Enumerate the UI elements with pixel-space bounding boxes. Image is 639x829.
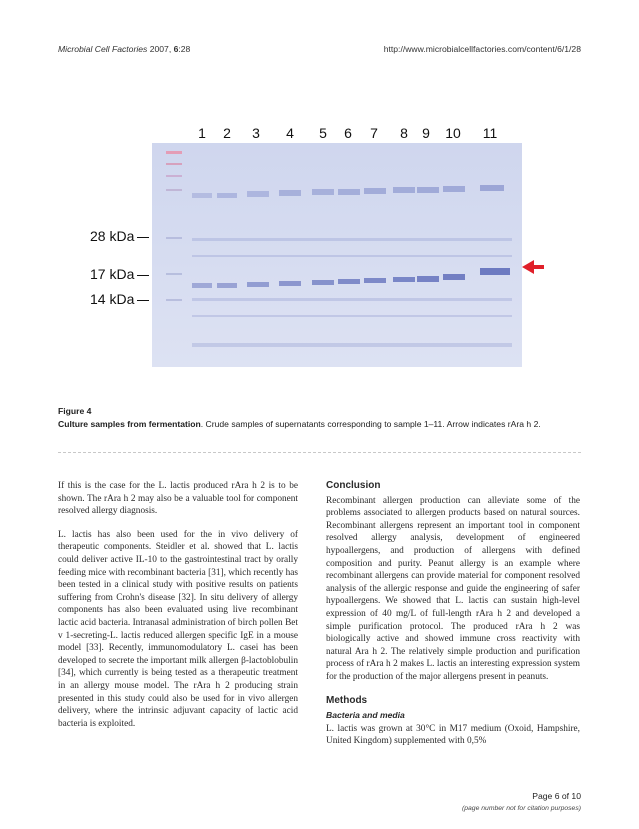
caption-title: Culture samples from fermentation: [58, 419, 201, 429]
journal-year: 2007,: [147, 44, 174, 54]
marker-14kda: [90, 291, 149, 307]
lane-label: 4: [286, 125, 294, 141]
caption-text: . Crude samples of supernatants corresponding to sample 1–11. Arrow indicates rAra h 2.: [200, 419, 541, 429]
lane-label: 6: [344, 125, 352, 141]
left-column: [58, 480, 298, 741]
paragraph: If this is the case for the L. lactis produced rAra h 2 is to be shown. The rAra h 2 may also be a valuable tool for component resolved allergy diagnosis.: [58, 481, 298, 517]
marker-label: 17 kDa: [90, 266, 135, 282]
subsection-heading: Bacteria and media: [326, 710, 405, 721]
citation-note: (page number not for citation purposes): [461, 805, 581, 812]
lane-label: 2: [223, 125, 231, 141]
lane-label: 9: [422, 125, 430, 141]
journal-volume: 6: [173, 44, 179, 54]
paragraph: L. lactis has also been used for the in vivo delivery of therapeutic components. Steidler et al. showed that L. lactis could deliver active IL-10 to the gastrointestinal tract by orally feeding mice with recombinant bacteria [31], which recently has been tested in a clinical study with positive results on patients suffering from Crohn's disease [32]. In situ delivery of allergy components has also been evaluated using live recombinant lactic acid bacteria. Intranasal administration of birch pollen Bet v 1-secreting-L. lactis reduced allergen specific IgE in a mouse model [33]. Recently, immunomodulatory L. casei has been developed to secrete the important milk allergen β-lactoblobulin [34], which currently is being tested as a therapeutic treatment in an allergy mouse model. The rAra h 2 producing strain presented in this study could also be used for in vivo allergen delivery, where the intrinsic adjuvant capacity of lactic acid bacteria is exploited.: [58, 529, 298, 729]
lane-label: 5: [319, 125, 327, 141]
lane-label: 3: [252, 125, 260, 141]
lane-label: 10: [445, 125, 461, 141]
paragraph: Recombinant allergen production can alleviate some of the problems associated to allergen products based on natural sources. Recombinant allergens represent an important tool in component resolved allergy analysis, development of engineered hypoallergens, and production of allergens with defined composition and purity. Peanut allergy is an example where recombinant allergens can provide material for component resolved analysis of the allergic response and guide the engineering of safer hypoallergens. We showed that L. lactis can sustain high-level expression of 40 mg/L of full-length rAra h 2 and developed a simple purification protocol. The produced rAra h 2 was biologically active and showed immune cross reactivity with natural Ara h 2. The relatively simple production and purification process of rAra h 2 makes L. lactis an interesting expression system for the production of the major allergens present in peanuts.: [326, 495, 580, 682]
sds-page-gel: [152, 143, 522, 367]
lane-label: 8: [400, 125, 408, 141]
divider: [58, 452, 581, 453]
figure-label: Figure 4: [58, 406, 92, 416]
lane-label: 1: [198, 125, 206, 141]
left-arrow-icon: [522, 260, 544, 274]
marker-17kda: [90, 266, 149, 282]
marker-28kda: [90, 228, 149, 244]
page-number: Page 6 of 10: [532, 791, 581, 801]
lane-label: 11: [482, 125, 498, 141]
journal-name: Microbial Cell Factories: [58, 44, 148, 54]
marker-label: 28 kDa: [90, 228, 135, 244]
article-url[interactable]: http://www.microbialcellfactories.com/content/6/1/28: [383, 44, 581, 54]
journal-header: [58, 44, 190, 54]
lane-labels: [0, 125, 639, 145]
section-heading: Methods: [326, 694, 368, 706]
paragraph: L. lactis was grown at 30°C in M17 medium (Oxoid, Hampshire, United Kingdom) supplemented with 0,5%: [326, 723, 580, 747]
section-heading: Conclusion: [326, 480, 381, 491]
right-column: [326, 480, 580, 759]
marker-label: 14 kDa: [90, 291, 135, 307]
lane-label: 7: [370, 125, 378, 141]
journal-article: :28: [178, 44, 191, 54]
figure-caption: [58, 418, 584, 431]
